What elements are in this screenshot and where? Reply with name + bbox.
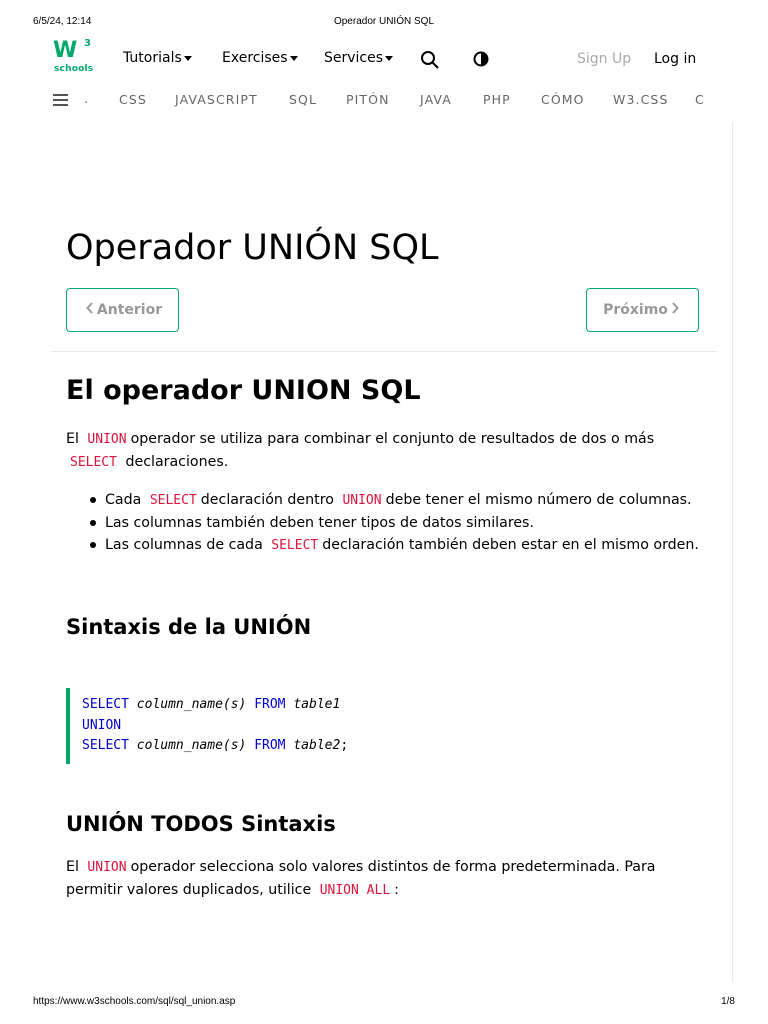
code-table: table1 bbox=[293, 697, 341, 712]
print-date: 6/5/24, 12:14 bbox=[33, 16, 92, 27]
logo-sup: 3 bbox=[84, 38, 91, 49]
subject-navbar bbox=[50, 86, 705, 114]
subnav-item-c[interactable]: C bbox=[695, 92, 705, 107]
print-footer bbox=[0, 996, 768, 1010]
bullet1-text-b: declaración dentro bbox=[200, 492, 334, 508]
content-right-border bbox=[732, 122, 733, 982]
code-line-2 bbox=[82, 716, 706, 737]
bullet2-text: Las columnas también deben tener tipos de datos similares. bbox=[105, 515, 534, 531]
subnav-item-css[interactable]: CSS bbox=[119, 92, 147, 107]
next-label: Próximo bbox=[603, 302, 668, 318]
divider bbox=[51, 351, 717, 352]
union-all-text-2: operador selecciona solo valores distintos de forma predeterminada. Para permitir valores duplicados, utilice bbox=[66, 859, 656, 898]
chevron-left-icon bbox=[86, 302, 94, 318]
caret-down-icon bbox=[184, 56, 192, 61]
print-title: Operador UNIÓN SQL bbox=[333, 16, 435, 27]
services-menu[interactable] bbox=[324, 50, 393, 66]
keyword-union: UNION bbox=[87, 432, 127, 447]
caret-down-icon bbox=[385, 56, 393, 61]
intro-paragraph bbox=[66, 428, 706, 474]
w3schools-logo[interactable] bbox=[53, 40, 93, 76]
keyword-union: UNION bbox=[342, 493, 382, 508]
tutorials-menu[interactable] bbox=[123, 50, 192, 66]
hamburger-icon[interactable] bbox=[53, 94, 68, 106]
print-header bbox=[0, 16, 768, 30]
intro-text-3: declaraciones. bbox=[125, 454, 229, 470]
logo-schools: schools bbox=[54, 64, 94, 74]
page-title: Operador UNIÓN SQL bbox=[66, 228, 439, 268]
intro-text-2: operador se utiliza para combinar el conjunto de resultados de dos o más bbox=[130, 431, 655, 447]
syntax-code-block bbox=[66, 688, 706, 764]
subnav-item-piton[interactable]: PITÓN bbox=[346, 92, 390, 107]
print-page-count: 1/8 bbox=[721, 996, 735, 1007]
keyword-select: SELECT bbox=[70, 455, 117, 470]
exercises-label: Exercises bbox=[222, 50, 288, 66]
caret-down-icon bbox=[290, 56, 298, 61]
search-icon[interactable] bbox=[420, 50, 440, 70]
union-all-text-1: El bbox=[66, 859, 79, 875]
union-all-text-3: : bbox=[394, 882, 399, 898]
bullet3-text-b: declaración también deben estar en el mismo orden. bbox=[322, 537, 699, 553]
subnav-item-sql[interactable]: SQL bbox=[289, 92, 318, 107]
next-button[interactable] bbox=[586, 288, 699, 332]
previous-button[interactable] bbox=[66, 288, 179, 332]
rules-list bbox=[66, 489, 706, 557]
code-line-3 bbox=[82, 736, 706, 757]
union-all-heading: UNIÓN TODOS Sintaxis bbox=[66, 812, 336, 836]
sql-keyword: SELECT bbox=[82, 697, 129, 712]
print-url: https://www.w3schools.com/sql/sql_union.asp bbox=[33, 996, 236, 1007]
syntax-heading: Sintaxis de la UNIÓN bbox=[66, 615, 312, 639]
bullet1-text-c: debe tener el mismo número de columnas. bbox=[385, 492, 692, 508]
subnav-dot: . bbox=[84, 92, 89, 107]
sql-keyword: SELECT bbox=[82, 738, 129, 753]
sql-keyword: FROM bbox=[254, 697, 286, 712]
union-all-paragraph bbox=[66, 856, 706, 902]
previous-label: Anterior bbox=[96, 302, 163, 318]
sign-up-link[interactable]: Sign Up bbox=[577, 51, 632, 67]
list-item bbox=[66, 489, 706, 512]
code-table: table2 bbox=[293, 738, 341, 753]
list-item bbox=[66, 534, 706, 557]
subnav-item-w3css[interactable]: W3.CSS bbox=[613, 92, 669, 107]
bullet1-text-a: Cada bbox=[105, 492, 142, 508]
code-columns: column_name(s) bbox=[136, 738, 247, 753]
subnav-item-javascript[interactable]: JAVASCRIPT bbox=[175, 92, 258, 107]
top-navbar bbox=[50, 38, 720, 82]
sql-keyword: UNION bbox=[82, 717, 122, 733]
log-in-link[interactable]: Log in bbox=[654, 51, 697, 67]
code-semicolon: ; bbox=[340, 738, 349, 753]
keyword-union-all: UNION ALL bbox=[319, 883, 391, 898]
services-label: Services bbox=[324, 50, 384, 66]
keyword-select: SELECT bbox=[149, 493, 197, 508]
code-line-1 bbox=[82, 695, 706, 716]
tutorials-label: Tutorials bbox=[123, 50, 182, 66]
logo-w: W bbox=[53, 38, 77, 63]
intro-text-1: El bbox=[66, 431, 79, 447]
exercises-menu[interactable] bbox=[222, 50, 298, 66]
list-item bbox=[66, 512, 706, 534]
chevron-right-icon bbox=[671, 302, 679, 318]
subnav-item-php[interactable]: PHP bbox=[483, 92, 511, 107]
code-columns: column_name(s) bbox=[136, 697, 247, 712]
contrast-icon[interactable] bbox=[471, 50, 491, 70]
bullet3-text-a: Las columnas de cada bbox=[105, 537, 263, 553]
sql-keyword: FROM bbox=[254, 738, 286, 753]
subnav-item-como[interactable]: CÓMO bbox=[541, 92, 585, 107]
keyword-union: UNION bbox=[87, 860, 127, 875]
subnav-item-java[interactable]: JAVA bbox=[420, 92, 452, 107]
keyword-select: SELECT bbox=[271, 538, 319, 553]
section-heading-union: El operador UNION SQL bbox=[66, 375, 421, 406]
